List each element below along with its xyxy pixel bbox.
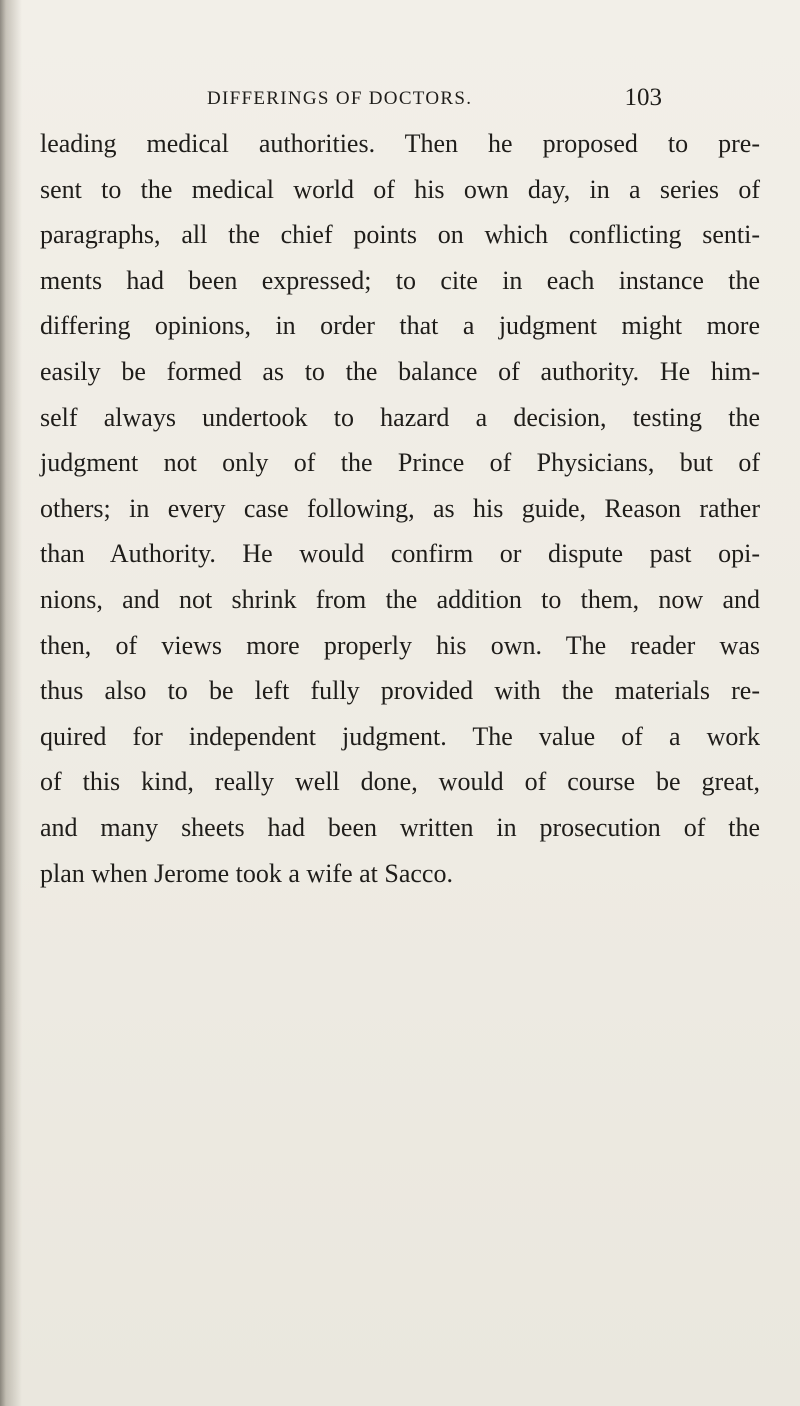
text-line: than Authority. He would confirm or dispute past opi- bbox=[40, 539, 760, 569]
text-line: differing opinions, in order that a judgment might more bbox=[40, 311, 760, 341]
page-header bbox=[207, 86, 662, 116]
body-text bbox=[40, 121, 760, 896]
text-line: and many sheets had been written in prosecution of the bbox=[40, 812, 760, 842]
text-line: leading medical authorities. Then he proposed to pre- bbox=[40, 129, 760, 158]
text-line: easily be formed as to the balance of authority. He him- bbox=[40, 356, 760, 386]
text-line: then, of views more properly his own. The reader was bbox=[40, 630, 760, 660]
text-line: thus also to be left fully provided with the materials re- bbox=[40, 676, 760, 706]
text-line: nions, and not shrink from the addition to them, now and bbox=[40, 584, 760, 614]
text-line: quired for independent judgment. The value of a work bbox=[40, 721, 760, 751]
running-head: DIFFERINGS OF DOCTORS. bbox=[207, 88, 473, 109]
text-line: judgment not only of the Prince of Physicians, but of bbox=[40, 448, 760, 478]
text-line: plan when Jerome took a wife at Sacco. bbox=[40, 858, 453, 888]
text-line: sent to the medical world of his own day, in a series of bbox=[40, 174, 760, 204]
page-number: 103 bbox=[624, 84, 662, 111]
text-line: others; in every case following, as his guide, Reason rather bbox=[40, 493, 760, 523]
text-line: self always undertook to hazard a decision, testing the bbox=[40, 402, 760, 432]
text-line: of this kind, really well done, would of course be great, bbox=[40, 767, 760, 797]
text-line: paragraphs, all the chief points on which conflicting senti- bbox=[40, 220, 760, 250]
text-line: ments had been expressed; to cite in each instance the bbox=[40, 265, 760, 295]
